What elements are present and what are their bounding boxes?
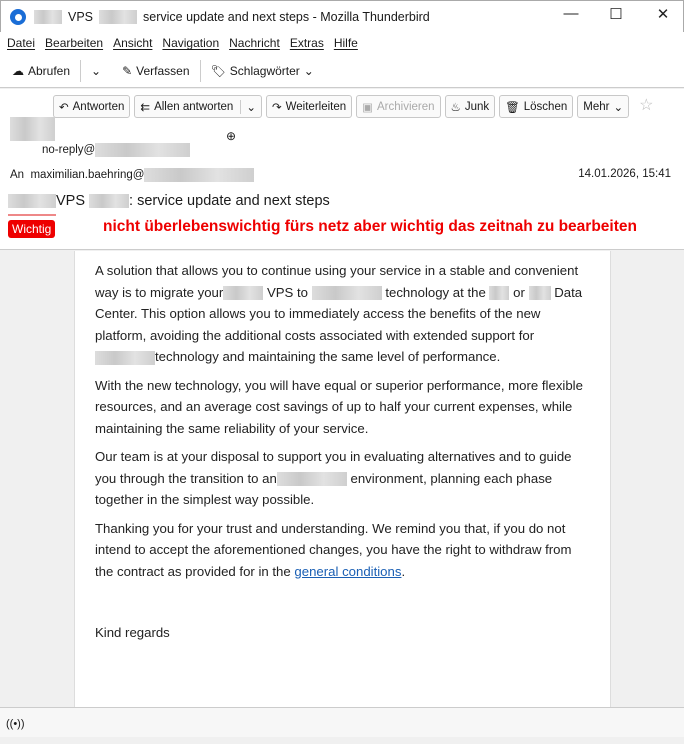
- archive-icon: ▣: [362, 101, 374, 114]
- tag-icon: 🏷: [210, 63, 226, 78]
- window-title: VPS: [68, 9, 94, 24]
- more-label: Mehr: [583, 100, 610, 113]
- subject-text: VPS: [56, 193, 86, 209]
- general-conditions-link[interactable]: general conditions: [294, 563, 402, 579]
- thunderbird-logo-icon: [10, 9, 26, 25]
- chevron-down-icon: ⌄: [303, 63, 314, 78]
- message-date: 14.01.2026, 15:41: [578, 168, 671, 180]
- redacted: [34, 10, 62, 24]
- reply-icon: ↶: [59, 101, 69, 114]
- compose-label: Verfassen: [136, 63, 190, 78]
- menu-bearbeiten[interactable]: Bearbeiten: [45, 36, 104, 50]
- title-bar: [0, 0, 684, 32]
- annotation-note: nicht überlebenswichtig fürs netz aber wichtig das zeitnah zu bearbeiten: [103, 218, 637, 235]
- tags-button[interactable]: [207, 64, 318, 78]
- maximize-button[interactable]: ☐: [609, 6, 623, 23]
- reply-all-icon: ⇇: [140, 101, 151, 114]
- fetch-label: Abrufen: [28, 63, 71, 78]
- sender[interactable]: [42, 143, 190, 157]
- redacted: [89, 194, 129, 208]
- paragraph: Thanking you for your trust and understanding. We remind you that, if you do not intend to accept the aforementioned changes, you have the right to withdraw from the contract as provided for in the general conditions.: [95, 520, 572, 579]
- recipient: [10, 168, 254, 182]
- redacted: [8, 194, 56, 208]
- subject-text-rest: : service update and next steps: [129, 193, 330, 209]
- junk-button[interactable]: [445, 95, 496, 118]
- forward-label: Weiterleiten: [285, 100, 347, 113]
- menu-nachricht[interactable]: Nachricht: [229, 36, 280, 50]
- star-icon[interactable]: ☆: [639, 97, 654, 114]
- menu-navigation[interactable]: Navigation: [162, 36, 220, 50]
- reply-button[interactable]: [53, 95, 130, 118]
- flame-icon: ♨: [450, 101, 461, 114]
- paragraph: With the new technology, you will have equal or superior performance, more flexible resources, and an average cost savings of up to half your current expenses, while maintaining the same reliability of your service.: [95, 377, 583, 436]
- closing: Kind regards: [95, 625, 170, 640]
- menu-hilfe[interactable]: Hilfe: [333, 36, 358, 50]
- tags-label: Schlagwörter: [229, 63, 300, 78]
- status-bar: [0, 707, 684, 737]
- close-button[interactable]: ✕: [656, 6, 670, 23]
- menu-bar: [0, 32, 684, 54]
- redacted: [144, 168, 254, 182]
- fetch-button[interactable]: [8, 64, 74, 78]
- main-toolbar: [0, 54, 684, 88]
- menu-ansicht[interactable]: Ansicht: [113, 36, 153, 50]
- redacted: [95, 143, 190, 157]
- chevron-down-icon: ⌄: [91, 63, 102, 78]
- archive-label: Archivieren: [377, 100, 435, 113]
- sender-address: no-reply@: [42, 144, 96, 157]
- minimize-button[interactable]: —: [563, 5, 579, 22]
- message-actions: [53, 95, 653, 118]
- trash-icon: 🗑: [505, 101, 520, 114]
- menu-datei[interactable]: Datei: [7, 36, 36, 50]
- junk-label: Junk: [464, 100, 490, 113]
- delete-label: Löschen: [523, 100, 568, 113]
- more-button[interactable]: [577, 95, 629, 118]
- paragraph: Our team is at your disposal to support you in evaluating alternatives and to guide you through the transition to an environment, planning each phase together in the simplest way possible.: [95, 449, 572, 507]
- archive-button[interactable]: [356, 95, 440, 118]
- cloud-download-icon: ☁: [12, 63, 24, 78]
- recipient-address[interactable]: maximilian.baehring@: [30, 169, 145, 182]
- reply-all-label: Allen antworten: [154, 100, 234, 113]
- reply-all-button[interactable]: [134, 95, 262, 118]
- fetch-dropdown[interactable]: [87, 64, 105, 78]
- sender-avatar: [10, 117, 55, 141]
- message-body: [74, 251, 611, 707]
- redacted: [99, 10, 137, 24]
- message-subject: [8, 193, 330, 209]
- to-label: An: [10, 169, 25, 182]
- menu-extras[interactable]: Extras: [289, 36, 324, 50]
- online-status-icon[interactable]: ((•)): [6, 718, 25, 730]
- delete-button[interactable]: [499, 95, 573, 118]
- chevron-down-icon[interactable]: ⌄: [240, 100, 261, 114]
- window-title-rest: service update and next steps - Mozilla Thunderbird: [143, 9, 430, 24]
- message-header: [0, 89, 684, 250]
- forward-button[interactable]: [266, 95, 352, 118]
- forward-icon: ↷: [271, 101, 282, 114]
- paragraph: A solution that allows you to continue using your service in a stable and convenient way is to migrate your VPS to technology at the or Data Center. This option allows you to immediately access the benefits of the new platform, avoiding the additional costs associated with extended support fortechnology and maintaining the same level of performance.: [95, 263, 583, 364]
- contact-icon[interactable]: ⊕: [226, 129, 237, 143]
- chevron-down-icon: ⌄: [613, 101, 624, 114]
- pencil-icon: ✎: [122, 63, 133, 78]
- tag-badge[interactable]: Wichtig: [8, 220, 55, 238]
- reply-label: Antworten: [72, 100, 125, 113]
- compose-button[interactable]: [118, 64, 193, 78]
- divider: [80, 60, 81, 82]
- divider: [111, 60, 112, 82]
- divider: [200, 60, 201, 82]
